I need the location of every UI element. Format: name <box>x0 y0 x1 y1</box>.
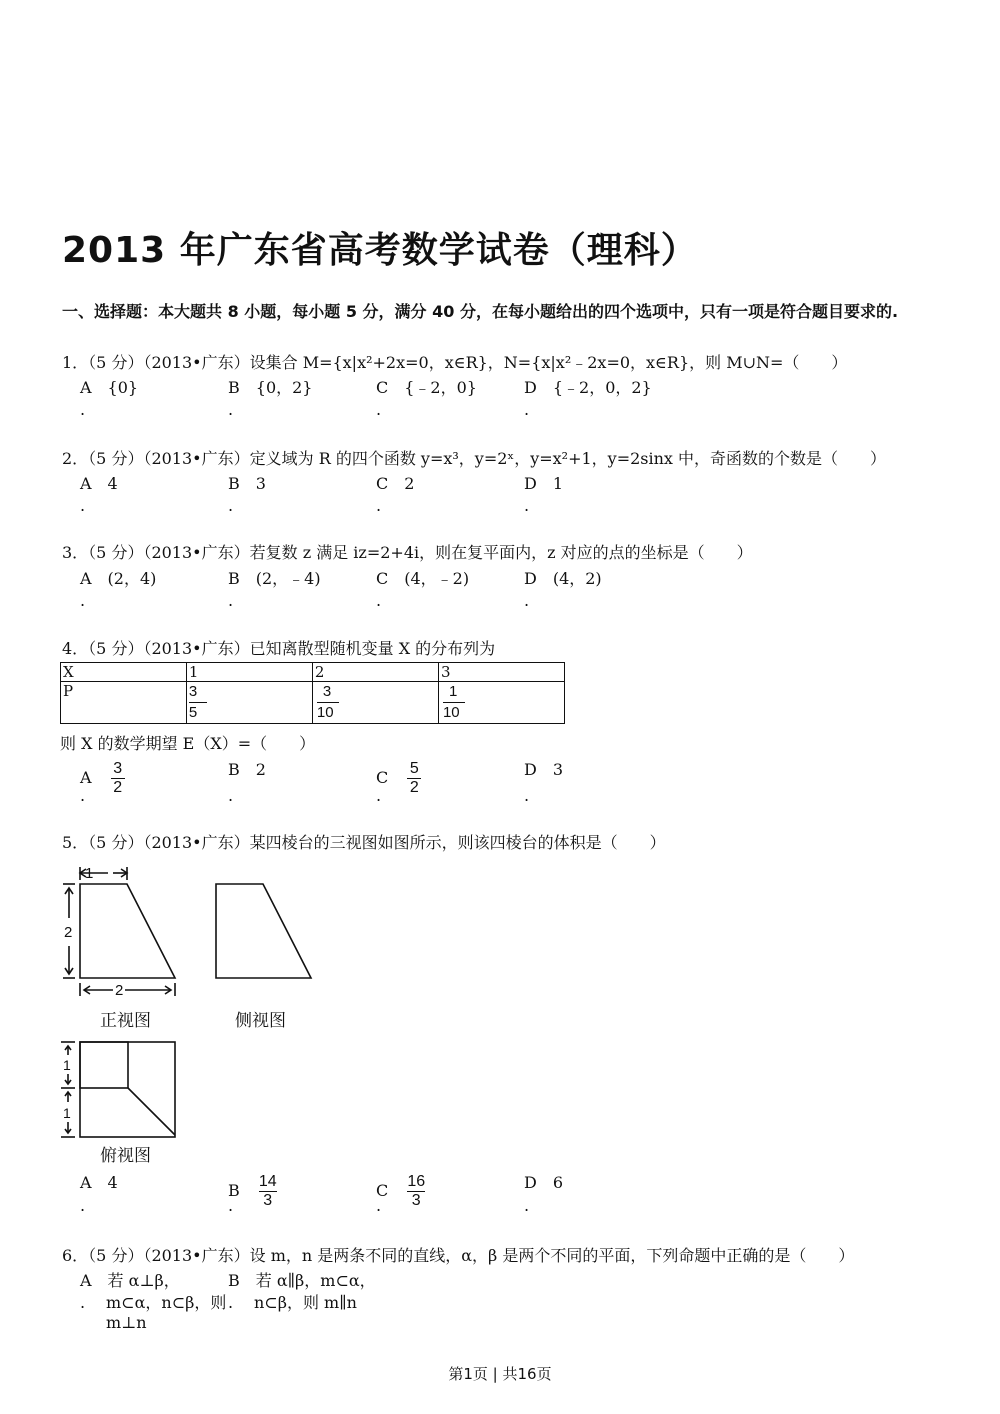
q2-option-b: B 3 <box>228 474 266 493</box>
numerator: 3 <box>322 683 332 700</box>
fraction <box>111 760 125 797</box>
denominator: 10 <box>442 704 460 721</box>
fraction <box>259 1173 277 1210</box>
q4-option-a <box>80 760 125 797</box>
numerator: 1 <box>448 683 458 700</box>
front-view-label: 正视图 <box>100 1011 151 1031</box>
distribution-table <box>60 662 565 724</box>
option-dot: . <box>376 1196 382 1215</box>
option-dot: . <box>80 496 86 515</box>
option-dot: . <box>228 786 234 805</box>
option-dot: . <box>524 1196 530 1215</box>
side-view-label: 侧视图 <box>235 1011 286 1031</box>
q5-option-a: A 4 <box>80 1173 118 1192</box>
option-dot: . <box>228 591 234 610</box>
table-cell: X <box>61 663 187 682</box>
q6-option-b-line2: n⊂β，则 m∥n <box>254 1293 357 1312</box>
front-view <box>63 867 175 996</box>
numerator: 5 <box>409 760 419 777</box>
q6-option-b-line1: B 若 α∥β，m⊂α， <box>228 1271 376 1290</box>
fraction <box>441 682 465 723</box>
q1-option-a: A {0} <box>80 378 139 397</box>
numerator: 3 <box>188 683 198 700</box>
option-letter: A <box>80 768 92 787</box>
table-cell: 2 <box>312 663 438 682</box>
question-1-stem: 1．（5 分）（2013•广东）设集合 M={x|x²+2x=0，x∈R}，N={x|x²﹣2x=0，x∈R}，则 M∪N=（ ） <box>62 353 848 372</box>
page-footer: 第1页 | 共16页 <box>448 1365 552 1383</box>
q3-option-c: C (4，﹣2) <box>376 569 470 588</box>
option-letter: C <box>376 768 389 787</box>
option-dot: . <box>228 1196 234 1215</box>
fraction <box>189 682 207 723</box>
question-3-stem: 3．（5 分）（2013•广东）若复数 z 满足 iz=2+4i，则在复平面内，z 对应的点的坐标是（ ） <box>62 543 753 562</box>
q4-option-b: B 2 <box>228 760 266 779</box>
denominator: 2 <box>409 779 419 796</box>
q1-option-c: C {﹣2，0} <box>376 378 477 397</box>
option-dot: . <box>376 400 382 419</box>
option-letter: C <box>376 1181 389 1200</box>
q5-option-c <box>376 1173 425 1210</box>
q3-option-d: D (4，2) <box>524 569 602 588</box>
fraction <box>407 1173 425 1210</box>
q2-option-a: A 4 <box>80 474 118 493</box>
page-title: 2013 年广东省高考数学试卷（理科） <box>62 230 698 271</box>
table-cell: 1 <box>186 663 312 682</box>
option-dot: . <box>376 496 382 515</box>
option-dot: . <box>80 591 86 610</box>
numerator: 3 <box>113 760 123 777</box>
table-cell <box>438 682 564 724</box>
q6-option-b-dot: . <box>228 1293 234 1312</box>
option-dot: . <box>80 786 86 805</box>
dim-left-label: 2 <box>64 924 73 941</box>
q6-option-a-line3: m⊥n <box>106 1313 147 1332</box>
option-dot: . <box>524 591 530 610</box>
q1-option-b: B {0，2} <box>228 378 313 397</box>
q4-option-d: D 3 <box>524 760 564 779</box>
q1-option-d: D {﹣2，0，2} <box>524 378 652 397</box>
fraction <box>315 682 339 723</box>
denominator: 2 <box>113 779 123 796</box>
option-dot: . <box>80 1196 86 1215</box>
q6-option-a-line2: m⊂α，n⊂β，则 <box>106 1293 227 1312</box>
option-dot: . <box>376 591 382 610</box>
q3-option-a: A (2，4) <box>80 569 157 588</box>
q3-option-b: B (2，﹣4) <box>228 569 321 588</box>
q6-option-a-dot: . <box>80 1293 86 1312</box>
q5-option-b <box>228 1173 277 1210</box>
dim-v2-label: 1 <box>63 1105 71 1121</box>
denominator: 3 <box>263 1192 273 1209</box>
table-cell: P <box>61 682 187 724</box>
numerator: 16 <box>407 1173 426 1190</box>
q2-option-c: C 2 <box>376 474 415 493</box>
top-view <box>61 1042 175 1137</box>
option-letter: B <box>228 1181 240 1200</box>
option-dot: . <box>80 400 86 419</box>
q6-option-a-line1: A 若 α⊥β， <box>80 1271 180 1290</box>
option-dot: . <box>228 496 234 515</box>
dim-bottom-label: 2 <box>115 982 124 999</box>
table-row <box>61 663 565 682</box>
section-heading: 一、选择题：本大题共 8 小题，每小题 5 分，满分 40 分，在每小题给出的四个选项中，只有一项是符合题目要求的. <box>62 302 899 321</box>
option-dot: . <box>524 400 530 419</box>
question-4-stem: 4．（5 分）（2013•广东）已知离散型随机变量 X 的分布列为 <box>62 639 496 658</box>
table-row <box>61 682 565 724</box>
option-dot: . <box>228 400 234 419</box>
option-dot: . <box>524 786 530 805</box>
fraction <box>407 760 421 797</box>
option-dot: . <box>376 786 382 805</box>
option-dot: . <box>524 496 530 515</box>
table-cell <box>186 682 312 724</box>
table-cell <box>312 682 438 724</box>
dim-v1-label: 1 <box>63 1057 71 1073</box>
top-view-label: 俯视图 <box>100 1146 151 1166</box>
side-view <box>216 884 311 978</box>
question-5-stem: 5．（5 分）（2013•广东）某四棱台的三视图如图所示，则该四棱台的体积是（ ） <box>62 833 666 852</box>
denominator: 10 <box>316 704 334 721</box>
q2-option-d: D 1 <box>524 474 564 493</box>
denominator: 3 <box>411 1192 421 1209</box>
denominator: 5 <box>188 704 198 721</box>
q5-option-d: D 6 <box>524 1173 564 1192</box>
q4-option-c <box>376 760 421 797</box>
question-6-stem: 6．（5 分）（2013•广东）设 m，n 是两条不同的直线，α，β 是两个不同的平面，下列命题中正确的是（ ） <box>62 1246 855 1265</box>
numerator: 14 <box>258 1173 277 1190</box>
question-4-prompt: 则 X 的数学期望 E（X）=（ ） <box>60 734 316 753</box>
dim-top-label: 1 <box>85 865 94 882</box>
table-cell: 3 <box>438 663 564 682</box>
question-2-stem: 2．（5 分）（2013•广东）定义域为 R 的四个函数 y=x³，y=2ˣ，y=x²+1，y=2sinx 中，奇函数的个数是（ ） <box>62 449 887 468</box>
three-view-figure <box>55 860 330 1160</box>
